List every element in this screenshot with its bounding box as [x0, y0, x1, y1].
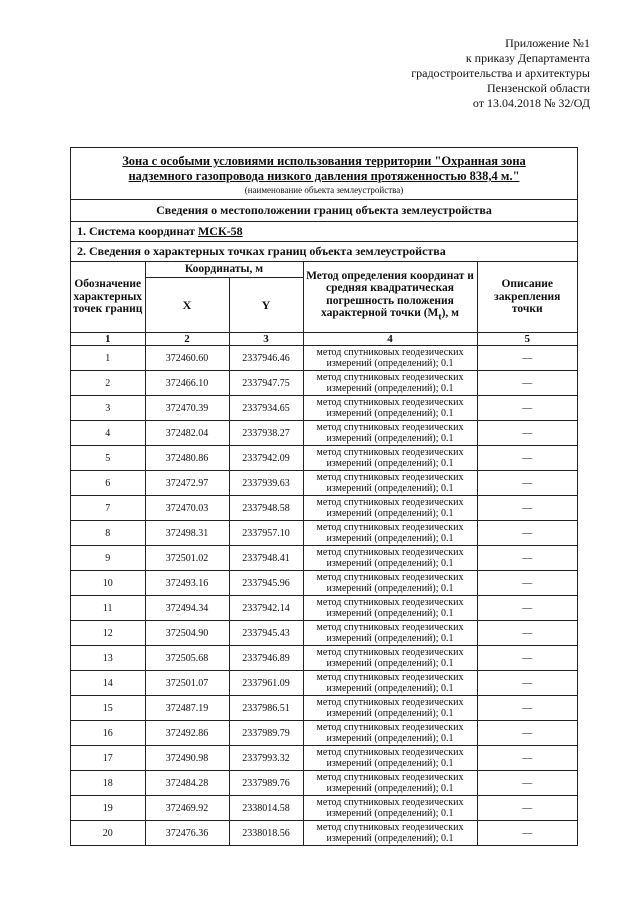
method-line-2: измерений (определений); 0.1	[326, 483, 454, 494]
method-line-2: измерений (определений); 0.1	[326, 708, 454, 719]
method-line-2: измерений (определений); 0.1	[326, 583, 454, 594]
coord-y: 2337946.89	[229, 646, 303, 671]
point-number: 3	[71, 396, 145, 421]
method-line-1: метод спутниковых геодезических	[316, 421, 464, 433]
method-cell	[303, 771, 477, 796]
point-number: 12	[71, 621, 145, 646]
point-number: 9	[71, 546, 145, 571]
coord-x: 372498.31	[145, 521, 229, 546]
method-cell	[303, 471, 477, 496]
description-cell: —	[477, 671, 577, 696]
table-row	[71, 621, 577, 646]
method-cell	[303, 496, 477, 521]
description-cell: —	[477, 646, 577, 671]
method-cell	[303, 546, 477, 571]
method-line-1: метод спутниковых геодезических	[316, 621, 464, 633]
object-title-line-1: Зона с особыми условиями использования территории "Охранная зона	[122, 154, 526, 168]
table-row	[71, 821, 577, 846]
point-rows	[71, 346, 577, 846]
coord-y: 2337993.32	[229, 746, 303, 771]
coord-x: 372482.04	[145, 421, 229, 446]
description-cell: —	[477, 396, 577, 421]
point-number: 10	[71, 571, 145, 596]
header-method: Метод определения координат и средняя квадратическая погрешность положения характерной точки $(M_t)$, м	[303, 262, 477, 333]
header-designation: Обозначение характерных точек границ	[71, 262, 145, 333]
method-line-2: измерений (определений); 0.1	[326, 808, 454, 819]
coord-y: 2337942.09	[229, 446, 303, 471]
method-line-2: измерений (определений); 0.1	[326, 408, 454, 419]
description-cell: —	[477, 596, 577, 621]
method-line-2: измерений (определений); 0.1	[326, 608, 454, 619]
coord-y: 2337934.65	[229, 396, 303, 421]
description-cell: —	[477, 521, 577, 546]
method-cell	[303, 371, 477, 396]
table-row	[71, 346, 577, 371]
description-cell: —	[477, 721, 577, 746]
method-line-1: метод спутниковых геодезических	[316, 671, 464, 683]
table-row	[71, 471, 577, 496]
coord-x: 372476.36	[145, 821, 229, 846]
coord-y: 2337948.58	[229, 496, 303, 521]
table-row	[71, 546, 577, 571]
table-row	[71, 421, 577, 446]
document-frame	[70, 147, 578, 846]
method-cell	[303, 571, 477, 596]
description-cell: —	[477, 796, 577, 821]
method-line-1: метод спутниковых геодезических	[316, 746, 464, 758]
description-cell: —	[477, 821, 577, 846]
column-number: 1	[71, 333, 145, 346]
coord-x: 372472.97	[145, 471, 229, 496]
description-cell: —	[477, 746, 577, 771]
point-number: 7	[71, 496, 145, 521]
coord-y: 2337945.96	[229, 571, 303, 596]
coord-x: 372492.86	[145, 721, 229, 746]
table-row	[71, 371, 577, 396]
coord-x: 372466.10	[145, 371, 229, 396]
method-line-1: метод спутниковых геодезических	[316, 521, 464, 533]
point-number: 17	[71, 746, 145, 771]
method-line-2: измерений (определений); 0.1	[326, 358, 454, 369]
table-row	[71, 746, 577, 771]
coord-y: 2338018.56	[229, 821, 303, 846]
table-row	[71, 446, 577, 471]
section-points-heading: 2. Сведения о характерных точках границ объекта землеустройства	[71, 242, 577, 262]
description-cell: —	[477, 471, 577, 496]
description-cell: —	[477, 546, 577, 571]
method-line-1: метод спутниковых геодезических	[316, 821, 464, 833]
description-cell: —	[477, 346, 577, 371]
coord-x: 372501.02	[145, 546, 229, 571]
coord-y: 2337946.46	[229, 346, 303, 371]
column-number: 3	[229, 333, 303, 346]
method-line-2: измерений (определений); 0.1	[326, 533, 454, 544]
coord-x: 372501.07	[145, 671, 229, 696]
method-line-1: метод спутниковых геодезических	[316, 546, 464, 558]
description-cell: —	[477, 571, 577, 596]
point-number: 15	[71, 696, 145, 721]
column-number: 4	[303, 333, 477, 346]
coord-x: 372487.19	[145, 696, 229, 721]
table-row	[71, 521, 577, 546]
table-row	[71, 646, 577, 671]
header-coordinates: Координаты, м	[145, 262, 303, 278]
coord-y: 2337986.51	[229, 696, 303, 721]
method-line-1: метод спутниковых геодезических	[316, 471, 464, 483]
column-number: 5	[477, 333, 577, 346]
header-y: Y	[229, 278, 303, 333]
method-line-1: метод спутниковых геодезических	[316, 596, 464, 608]
method-cell	[303, 596, 477, 621]
header-x: X	[145, 278, 229, 333]
coord-x: 372493.16	[145, 571, 229, 596]
method-line-1: метод спутниковых геодезических	[316, 396, 464, 408]
method-cell	[303, 346, 477, 371]
table-row	[71, 696, 577, 721]
description-cell: —	[477, 621, 577, 646]
table-row	[71, 396, 577, 421]
method-cell	[303, 621, 477, 646]
coord-y: 2337989.76	[229, 771, 303, 796]
point-number: 13	[71, 646, 145, 671]
table-row	[71, 796, 577, 821]
coord-y: 2338014.58	[229, 796, 303, 821]
header-description: Описание закрепления точки	[477, 262, 577, 333]
coord-y: 2337947.75	[229, 371, 303, 396]
table-row	[71, 496, 577, 521]
table-row	[71, 571, 577, 596]
coord-x: 372460.60	[145, 346, 229, 371]
coord-y: 2337945.43	[229, 621, 303, 646]
description-cell: —	[477, 771, 577, 796]
table-row	[71, 671, 577, 696]
section-coord-system	[71, 222, 577, 242]
description-cell: —	[477, 496, 577, 521]
appendix-line: градостроительства и архитектуры	[411, 66, 590, 80]
column-number: 2	[145, 333, 229, 346]
coord-x: 372470.39	[145, 396, 229, 421]
coord-y: 2337939.63	[229, 471, 303, 496]
method-line-1: метод спутниковых геодезических	[316, 346, 464, 358]
method-line-2: измерений (определений); 0.1	[326, 683, 454, 694]
object-title-line-2: надземного газопровода низкого давления протяженностью 838,4 м."	[128, 169, 520, 183]
method-line-2: измерений (определений); 0.1	[326, 458, 454, 469]
method-line-1: метод спутниковых геодезических	[316, 796, 464, 808]
points-table	[71, 262, 577, 845]
method-cell	[303, 796, 477, 821]
column-number-row	[71, 333, 577, 346]
description-cell: —	[477, 371, 577, 396]
point-number: 16	[71, 721, 145, 746]
coord-system-label: 1. Система координат	[77, 224, 195, 238]
appendix-line: Пензенской области	[487, 81, 590, 95]
coord-x: 372504.90	[145, 621, 229, 646]
point-number: 14	[71, 671, 145, 696]
method-line-1: метод спутниковых геодезических	[316, 496, 464, 508]
object-title-block	[71, 148, 577, 200]
method-line-1: метод спутниковых геодезических	[316, 371, 464, 383]
table-row	[71, 771, 577, 796]
method-cell	[303, 421, 477, 446]
method-cell	[303, 521, 477, 546]
coord-y: 2337989.79	[229, 721, 303, 746]
coord-x: 372484.28	[145, 771, 229, 796]
appendix-line: к приказу Департамента	[465, 51, 590, 65]
coord-y: 2337957.10	[229, 521, 303, 546]
method-line-2: измерений (определений); 0.1	[326, 783, 454, 794]
coord-x: 372469.92	[145, 796, 229, 821]
description-cell: —	[477, 696, 577, 721]
coord-x: 372470.03	[145, 496, 229, 521]
method-cell	[303, 646, 477, 671]
coord-system-name: МСК-58	[197, 224, 243, 238]
point-number: 8	[71, 521, 145, 546]
point-number: 6	[71, 471, 145, 496]
coord-x: 372505.68	[145, 646, 229, 671]
method-cell	[303, 721, 477, 746]
method-cell	[303, 396, 477, 421]
point-number: 4	[71, 421, 145, 446]
point-number: 19	[71, 796, 145, 821]
description-cell: —	[477, 421, 577, 446]
method-line-1: метод спутниковых геодезических	[316, 696, 464, 708]
point-number: 2	[71, 371, 145, 396]
method-cell	[303, 696, 477, 721]
point-number: 18	[71, 771, 145, 796]
method-line-2: измерений (определений); 0.1	[326, 658, 454, 669]
coord-x: 372494.34	[145, 596, 229, 621]
method-line-2: измерений (определений); 0.1	[326, 433, 454, 444]
method-line-2: измерений (определений); 0.1	[326, 733, 454, 744]
method-cell	[303, 446, 477, 471]
method-line-2: измерений (определений); 0.1	[326, 508, 454, 519]
coord-y: 2337961.09	[229, 671, 303, 696]
table-row	[71, 721, 577, 746]
appendix-block	[330, 36, 590, 111]
point-number: 1	[71, 346, 145, 371]
coord-y: 2337942.14	[229, 596, 303, 621]
method-line-2: измерений (определений); 0.1	[326, 383, 454, 394]
method-line-2: измерений (определений); 0.1	[326, 633, 454, 644]
method-line-1: метод спутниковых геодезических	[316, 646, 464, 658]
method-line-1: метод спутниковых геодезических	[316, 446, 464, 458]
coord-y: 2337948.41	[229, 546, 303, 571]
appendix-line: Приложение №1	[505, 36, 590, 50]
coord-x: 372480.86	[145, 446, 229, 471]
method-line-1: метод спутниковых геодезических	[316, 571, 464, 583]
method-cell	[303, 671, 477, 696]
method-cell	[303, 746, 477, 771]
appendix-line: от 13.04.2018 № 32/ОД	[472, 96, 590, 110]
coord-y: 2337938.27	[229, 421, 303, 446]
method-cell	[303, 821, 477, 846]
point-number: 11	[71, 596, 145, 621]
table-row	[71, 596, 577, 621]
coord-x: 372490.98	[145, 746, 229, 771]
method-line-1: метод спутниковых геодезических	[316, 721, 464, 733]
method-line-2: измерений (определений); 0.1	[326, 758, 454, 769]
point-number: 20	[71, 821, 145, 846]
point-number: 5	[71, 446, 145, 471]
method-line-1: метод спутниковых геодезических	[316, 771, 464, 783]
object-title-hint: (наименование объекта землеустройства)	[244, 185, 404, 195]
method-line-2: измерений (определений); 0.1	[326, 833, 454, 844]
section-location-heading: Сведения о местоположении границ объекта землеустройства	[71, 200, 577, 222]
method-line-2: измерений (определений); 0.1	[326, 558, 454, 569]
description-cell: —	[477, 446, 577, 471]
